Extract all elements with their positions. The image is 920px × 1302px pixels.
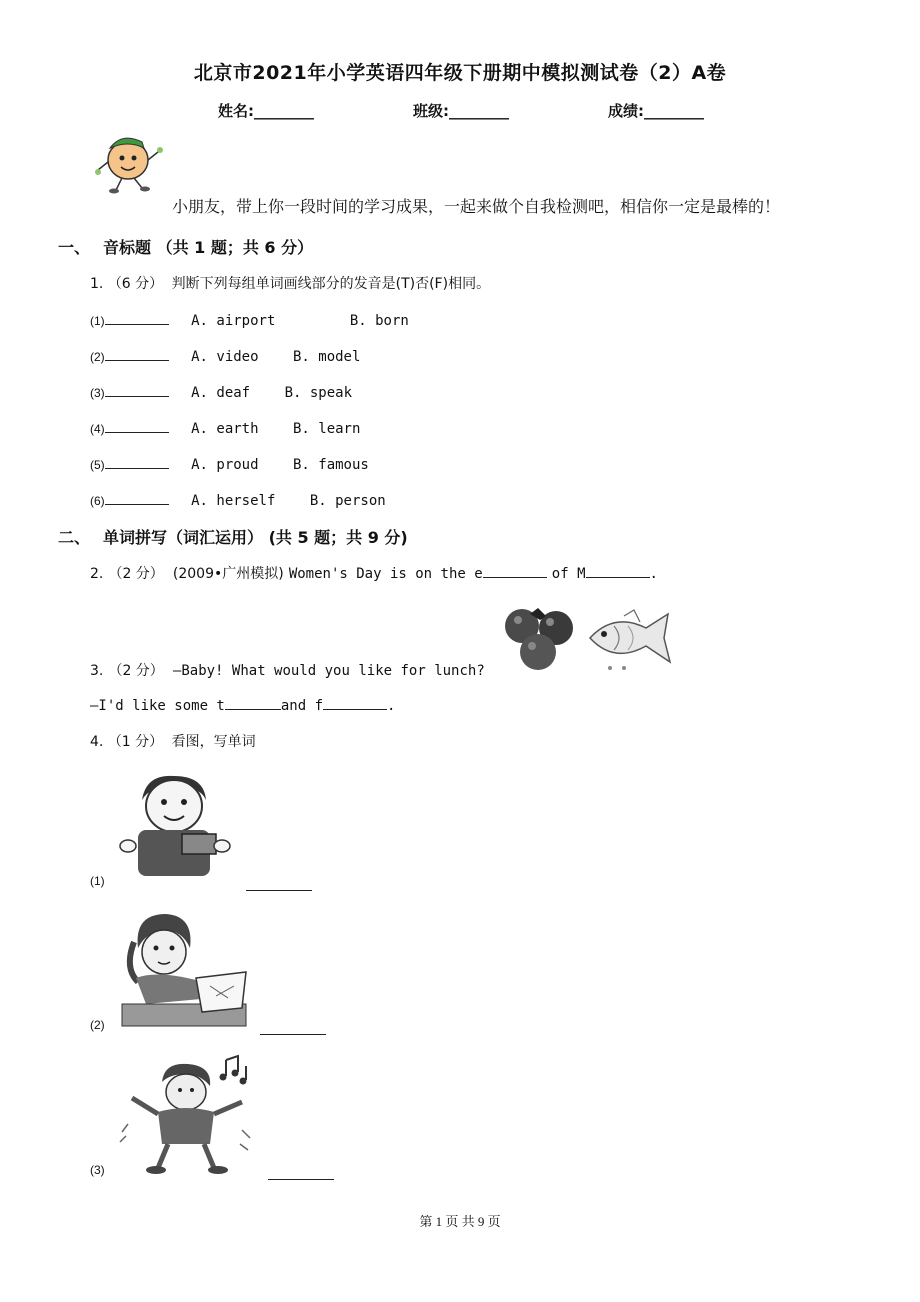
q4-item-2-label: (2) [90,1018,105,1032]
q1-item-5 [90,454,369,473]
question-2-text-2: of M [551,566,586,582]
q4-item-1-blank[interactable] [246,876,312,895]
q1-option-a: A. proud [191,457,259,473]
page-footer: 第 1 页 共 9 页 [419,1214,501,1229]
question-1-number: 1. [90,276,104,292]
q1-option-a: A. herself [191,493,276,509]
answer-blank[interactable] [323,695,387,710]
question-2-source: (2009•广州模拟) [172,566,284,582]
answer-blank[interactable] [268,1165,334,1180]
question-1 [90,273,490,293]
class-label: 班级: [413,102,449,120]
girl-drawing-image [116,908,252,1032]
q1-item-label: (1) [90,314,105,328]
answer-blank[interactable] [105,418,169,433]
fish-image [584,606,676,672]
answer-blank[interactable] [105,454,169,469]
question-2-text-1: Women's Day is on the e [288,566,483,582]
q1-item-label: (5) [90,458,105,472]
question-3-line-2b: and f [280,698,324,714]
score-field [608,100,704,121]
q1-item-label: (6) [90,494,105,508]
mascot-illustration [92,130,168,196]
q1-item-label: (2) [90,350,105,364]
encouragement-text: 小朋友，带上你一段时间的学习成果，一起来做个自我检测吧，相信你一定是最棒的！ [172,197,781,216]
q1-option-b: B. learn [292,421,361,437]
question-3-line-1: —Baby! What would you like for lunch? [172,663,485,679]
answer-blank[interactable] [105,310,169,325]
class-field [413,100,509,121]
q4-item-1-label: (1) [90,874,105,888]
q1-item-6 [90,490,386,509]
question-4-stem: 看图，写单词 [171,734,256,750]
q1-option-a: A. earth [191,421,259,437]
name-blank: ________ [254,102,314,120]
q1-item-3 [90,382,352,401]
q1-item-2 [90,346,360,365]
answer-blank[interactable] [105,382,169,397]
section-1-number: 一、 [58,238,91,257]
q1-option-b: B. born [349,313,409,329]
question-3 [90,660,485,680]
q1-option-b: B. model [292,349,361,365]
answer-blank[interactable] [105,346,169,361]
question-3-line-2a: —I'd like some t [90,698,225,714]
name-field [218,100,314,121]
page-title: 北京市2021年小学英语四年级下册期中模拟测试卷（2）A卷 [193,62,727,84]
q1-option-a: A. airport [191,313,276,329]
answer-blank[interactable] [105,490,169,505]
answer-blank[interactable] [246,876,312,891]
section-2-title: 单词拼写（词汇运用） (共 5 题；共 9 分) [103,528,408,547]
question-3-answer-line [90,695,395,714]
answer-blank[interactable] [483,563,547,578]
answer-blank[interactable] [586,563,650,578]
q4-item-2-blank[interactable] [260,1020,326,1039]
q1-item-label: (3) [90,386,105,400]
tomatoes-image [500,604,580,674]
score-blank: ________ [644,102,704,120]
question-4-number: 4. [90,734,104,750]
name-label: 姓名: [218,102,254,120]
question-3-number: 3. [90,663,104,679]
q4-item-3-label: (3) [90,1163,105,1177]
class-blank: ________ [449,102,509,120]
question-3-score: （2 分） [108,663,164,679]
q1-option-b: B. person [309,493,386,509]
question-4-score: （1 分） [107,734,164,750]
q1-option-a: A. video [191,349,259,365]
q1-option-a: A. deaf [191,385,251,401]
question-2-number: 2. [90,566,104,582]
question-2 [90,563,658,583]
question-1-stem: 判断下列每组单词画线部分的发音是(T)否(F)相同。 [171,276,491,292]
q1-item-label: (4) [90,422,105,436]
answer-blank[interactable] [225,695,281,710]
q1-item-1 [90,310,409,329]
score-label: 成绩: [608,102,644,120]
question-3-end: . [387,698,396,714]
q4-item-3-blank[interactable] [268,1165,334,1184]
question-4 [90,731,256,751]
q1-option-b: B. famous [292,457,369,473]
section-2-number: 二、 [58,528,91,547]
question-2-end: . [649,566,658,582]
q1-item-4 [90,418,360,437]
q1-option-b: B. speak [284,385,352,401]
boy-holding-picture-image [112,770,236,880]
question-2-score: （2 分） [108,566,164,582]
girl-dancing-image [118,1052,258,1176]
answer-blank[interactable] [260,1020,326,1035]
section-1-title: 音标题 （共 1 题；共 6 分） [103,238,314,257]
question-1-score: （6 分） [107,276,164,292]
